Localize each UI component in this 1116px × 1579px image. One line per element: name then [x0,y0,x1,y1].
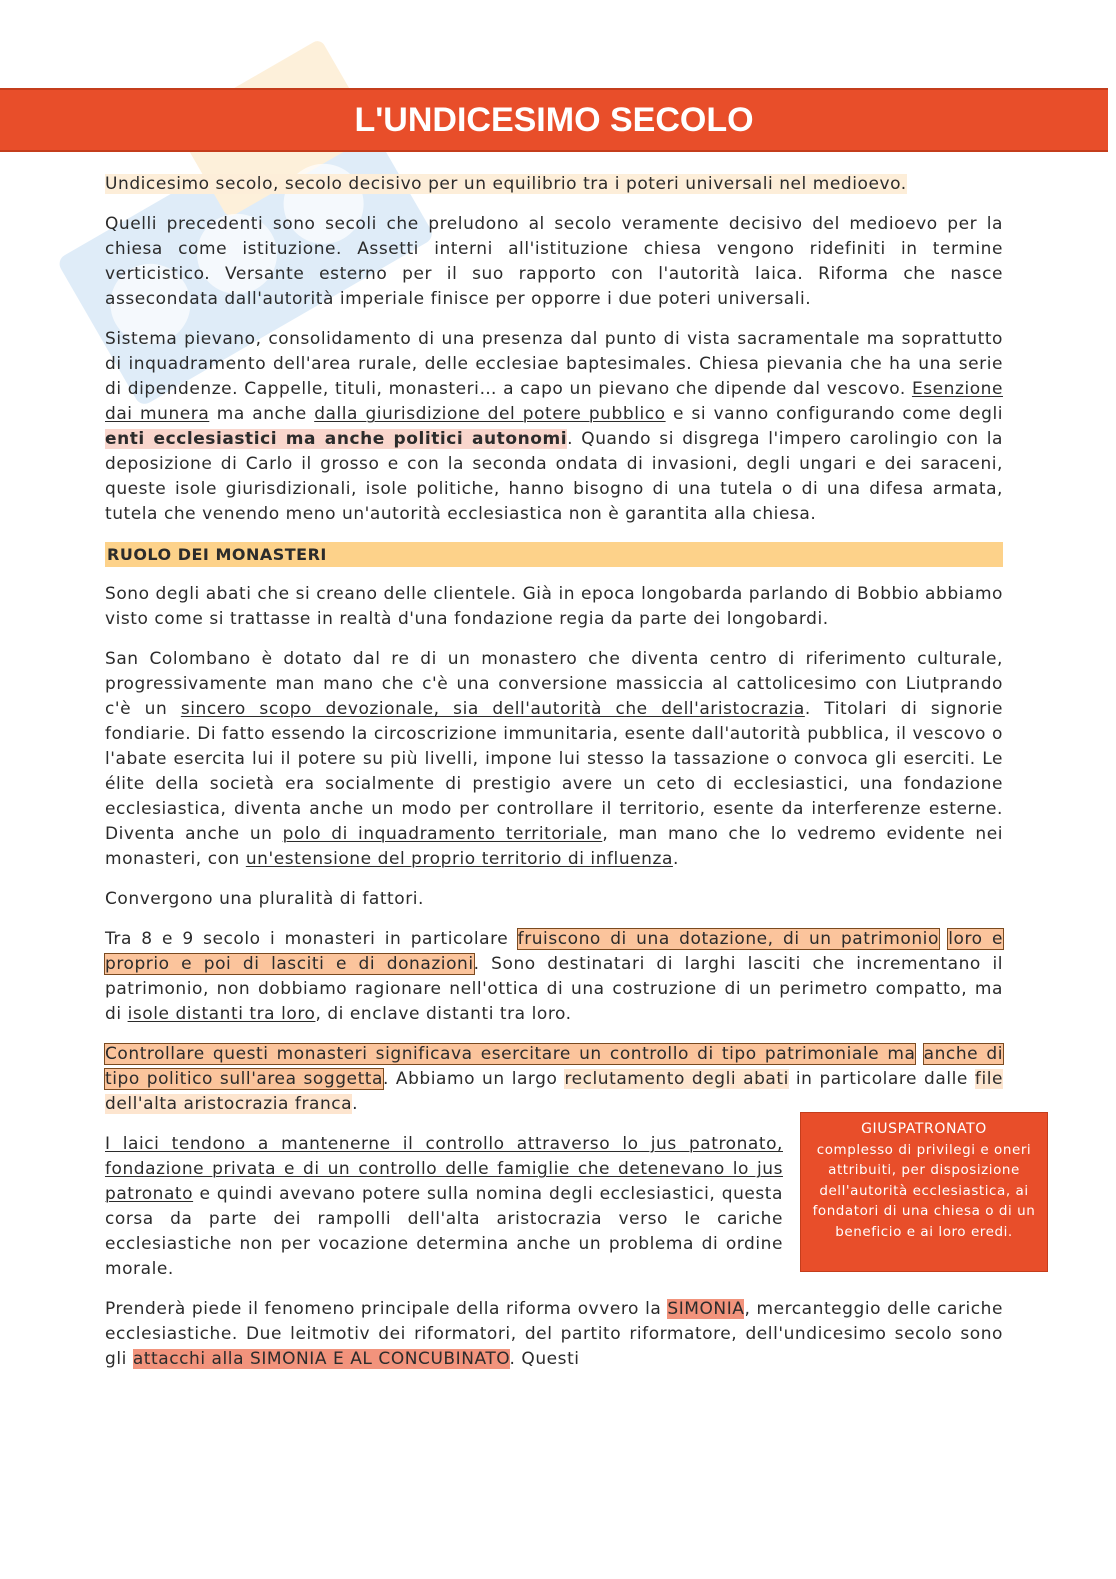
underline-jus-patronato: I laici tendono a mantenerne il controllo attraverso lo jus patronato, fondazione privata e di un controllo delle famiglie che detenevano lo jus patronato [105,1134,783,1204]
highlight-enti-autonomi: enti ecclesiastici ma anche politici autonomi [105,429,568,449]
paragraph-7: Tra 8 e 9 secolo i monasteri in particolare fruiscono di una dotazione, di un patrimonio loro e proprio e poi di lasciti e di donazioni. Sono destinatari di larghi lasciti che incrementano il patrimonio, non dobbiamo ragionare nell'ottica di una costruzione di un perimetro compatto, ma di isole distanti tra loro, di enclave distanti tra loro. [105,929,1004,1024]
underline-estensione-territorio: un'estensione del proprio territorio di influenza [245,849,673,869]
page-title: L'UNDICESIMO SECOLO [354,100,754,139]
highlight-reclutamento: reclutamento degli abati [564,1069,789,1089]
document-body [105,172,1036,1387]
definition-title: GIUSPATRONATO [861,1121,987,1137]
paragraph-4: Sono degli abati che si creano delle clientele. Già in epoca longobarda parlando di Bobbio abbiamo visto come si trattasse in realtà d'una fondazione regia da parte dei longobardi. [105,584,1004,629]
paragraph-5: San Colombano è dotato dal re di un monastero che diventa centro di riferimento culturale, progressivamente man mano che c'è una conversione massiccia al cattolicesimo con Liutprando c'è un sincero scopo devozionale, sia dell'autorità che dell'aristocrazia. Titolari di signorie fondiarie. Di fatto essendo la circoscrizione immunitaria, esente dall'autorità pubblica, il vescovo o l'abate esercita lui il potere su più livelli, impone lui stesso la tassazione o convoca gli eserciti. Le élite della società era socialmente di prestigio avere un ceto di ecclesiastici, una fondazione ecclesiastica, diventa anche un modo per controllare il territorio, esente da interferenze esterne. Diventa anche un polo di inquadramento territoriale, man mano che lo vedremo evidente nei monasteri, con un'estensione del proprio territorio di influenza. [105,649,1004,869]
highlight-lasciti: loro e proprio e poi di lasciti e di donazioni [105,929,1003,974]
highlight-attacchi: attacchi alla SIMONIA E AL CONCUBINATO [132,1349,510,1369]
highlight-simonia: SIMONIA [667,1299,745,1319]
paragraph-2: Quelli precedenti sono secoli che preludono al secolo veramente decisivo del medioevo per la chiesa come istituzione. Assetti interni all'istituzione chiesa vengono ridefiniti in termine verticistico. Versante esterno per il suo rapporto con l'autorità laica. Riforma che nasce assecondata dall'autorità imperiale finisce per opporre i due poteri universali. [105,214,1003,309]
highlight-intro: Undicesimo secolo, secolo decisivo per un equilibrio tra i poteri universali nel medioevo. [105,174,907,194]
highlight-dotazione: fruiscono di una dotazione, di un patrimonio [517,929,939,949]
underline-esenzione: Esenzione dai munera [105,379,1003,424]
paragraph-9: I laici tendono a mantenerne il controllo attraverso lo jus patronato, fondazione privata e di un controllo delle famiglie che detenevano lo jus patronato e quindi avevano potere sulla nomina degli ecclesiastici, questa corsa da parte dei rampolli dell'alta aristocrazia verso le cariche ecclesiastiche non per vocazione determina anche un problema di ordine morale. [105,1134,783,1279]
giuspatronato-definition-box [800,1112,1048,1272]
paragraph-intro [105,172,1003,197]
underline-scopo-devozionale: sincero scopo devozionale, sia dell'autorità che dell'aristocrazia [180,699,805,719]
paragraph-6: Convergono una pluralità di fattori. [105,889,424,909]
underline-polo-inquadramento: polo di inquadramento territoriale [282,824,603,844]
definition-text: complesso di privilegi e oneri attribuiti, per disposizione dell'autorità ecclesiastica, ai fondatori di una chiesa o di un beneficio e ai loro eredi. [812,1141,1036,1240]
paragraph-8: Controllare questi monasteri significava esercitare un controllo di tipo patrimoniale ma anche di tipo politico sull'area soggetta. Abbiamo un largo reclutamento degli abati in particolare dalle file dell'alta aristocrazia franca. [105,1044,1003,1114]
section-heading: RUOLO DEI MONASTERI [105,542,1003,567]
underline-isole-distanti: isole distanti tra loro [127,1004,316,1024]
highlight-aristocrazia-franca: file dell'alta aristocrazia franca [105,1069,1003,1114]
paragraph-3: Sistema pievano, consolidamento di una presenza dal punto di vista sacramentale ma soprattutto di inquadramento dell'area rurale, delle ecclesiae baptesimales. Chiesa pievania che ha una serie di dipendenze. Cappelle, tituli, monasteri… a capo un pievano che dipende dal vescovo. Esenzione dai munera ma anche dalla giurisdizione del potere pubblico e si vanno configurando come degli enti ecclesiastici ma anche politici autonomi. Quando si disgrega l'impero carolingio con la deposizione di Carlo il grosso e con la seconda ondata di invasioni, degli ungari e dei saraceni, queste isole giurisdizionali, isole politiche, hanno bisogno di una tutela o di una difesa armata, tutela che venendo meno un'autorità ecclesiastica non è garantita alla chiesa. [105,329,1004,524]
highlight-controllo-politico: anche di tipo politico sull'area soggetta [105,1044,1003,1089]
highlight-controllo-patrimoniale: Controllare questi monasteri significava esercitare un controllo di tipo patrimoniale ma [105,1044,916,1064]
title-banner [0,88,1108,152]
underline-giurisdizione: dalla giurisdizione del potere pubblico [314,404,666,424]
paragraph-10: Prenderà piede il fenomeno principale della riforma ovvero la SIMONIA, mercanteggio delle cariche ecclesiastiche. Due leitmotiv dei riformatori, del partito riformatore, dell'undicesimo secolo sono gli attacchi alla SIMONIA E AL CONCUBINATO. Questi [105,1299,1003,1369]
jus-patronato-block [105,1121,1036,1282]
